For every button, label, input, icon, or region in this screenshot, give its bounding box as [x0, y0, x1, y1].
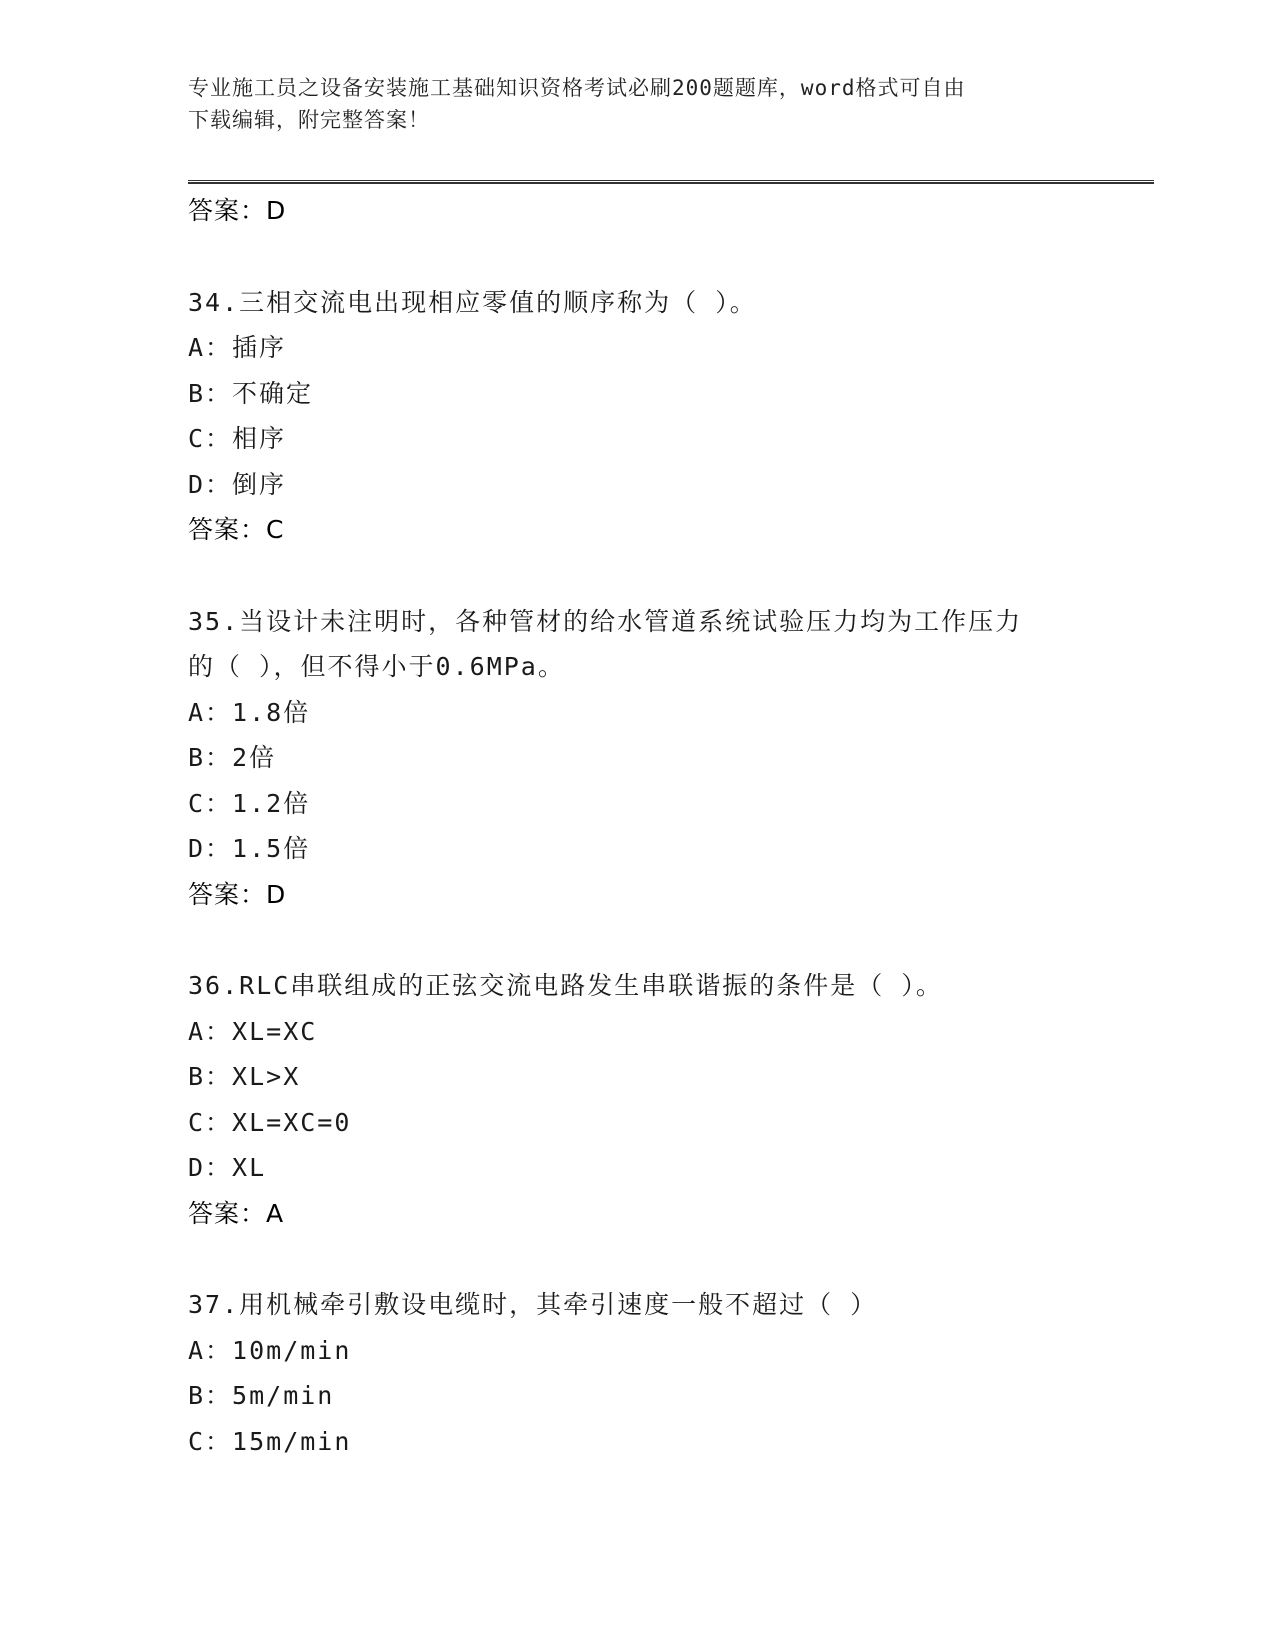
question-stem: 36.RLC串联组成的正弦交流电路发生串联谐振的条件是（ ）。 — [188, 971, 943, 1000]
answer-value: D — [266, 879, 287, 909]
option-c: C：XL=XC=0 — [188, 1107, 352, 1137]
spacer — [188, 917, 1118, 963]
question-35 — [188, 599, 1118, 918]
spacer — [188, 234, 1118, 280]
option-c: C：相序 — [188, 424, 287, 453]
option-a: A：10m/min — [188, 1335, 352, 1365]
header-divider — [188, 180, 1154, 184]
option-d: D：1.5倍 — [188, 834, 311, 863]
page-header — [188, 72, 1088, 136]
question-36 — [188, 963, 1118, 1236]
question-stem-continued: 的（ ），但不得小于0.6MPa。 — [188, 652, 565, 681]
option-b: B：XL>X — [188, 1062, 301, 1091]
answer-label: 答案： — [188, 196, 267, 225]
option-a: A：1.8倍 — [188, 697, 311, 727]
answer-line — [188, 507, 1118, 553]
question-list — [188, 188, 1118, 1464]
option-b: B：不确定 — [188, 378, 314, 408]
header-line-2: 下载编辑，附完整答案！ — [188, 108, 430, 132]
answer-label: 答案： — [188, 515, 267, 544]
option-d: D：倒序 — [188, 469, 287, 499]
option-d: D：XL — [188, 1153, 267, 1182]
question-stem: 34.三相交流电出现相应零值的顺序称为（ ）。 — [188, 287, 757, 317]
question-stem: 37.用机械牵引敷设电缆时，其牵引速度一般不超过（ ） — [188, 1290, 878, 1319]
spacer — [188, 553, 1118, 599]
option-a: A：XL=XC — [188, 1016, 318, 1046]
answer-value: D — [266, 196, 287, 225]
question-stem: 35.当设计未注明时，各种管材的给水管道系统试验压力均为工作压力 — [188, 606, 1023, 636]
answer-value: A — [266, 1198, 285, 1228]
spacer — [188, 1236, 1118, 1282]
option-c: C：15m/min — [188, 1426, 352, 1456]
answer-value: C — [266, 515, 285, 544]
option-b: B：5m/min — [188, 1381, 335, 1410]
header-line-1: 专业施工员之设备安装施工基础知识资格考试必刷200题题库，word格式可自由 — [188, 76, 966, 100]
answer-line — [188, 872, 1118, 918]
answer-label: 答案： — [188, 1198, 267, 1228]
option-a: A：插序 — [188, 333, 287, 362]
option-b: B：2倍 — [188, 743, 277, 772]
question-37 — [188, 1282, 1118, 1464]
question-34 — [188, 280, 1118, 553]
answer-line — [188, 1191, 1118, 1237]
option-c: C：1.2倍 — [188, 788, 311, 818]
answer-line — [188, 188, 1118, 234]
answer-label: 答案： — [188, 879, 267, 909]
